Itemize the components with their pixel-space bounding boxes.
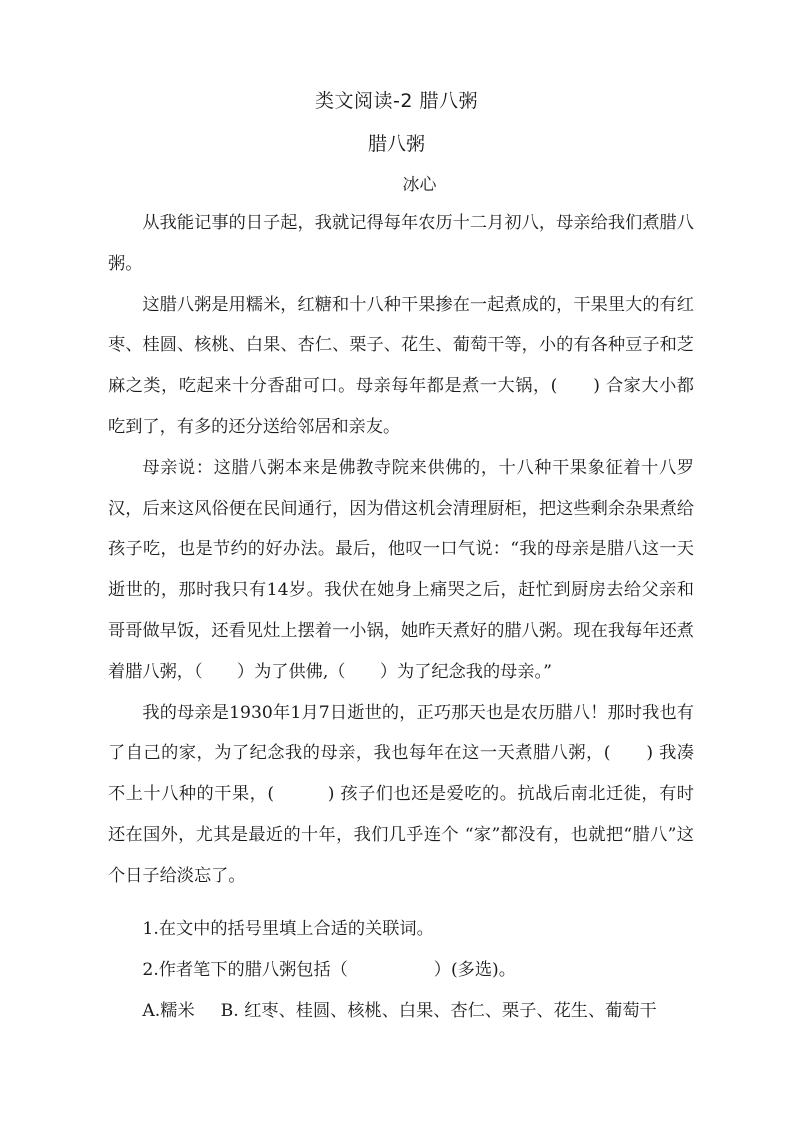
- document-title: 类文阅读-2 腊八粥: [315, 90, 478, 112]
- question-section: [108, 909, 708, 1031]
- article-author: 冰心: [402, 175, 437, 195]
- question-2: 2.作者笔下的腊八粥包括（ ）(多选)。: [142, 959, 516, 980]
- paragraph-4: 我的母亲是1930年1月7日逝世的，正巧那天也是农历腊八！那时我也有了自己的家，为了纪念我的母亲，我也每年在这一天煮腊八粥，( ) 我凑不上十八种的干果，( ) 孩子们也还是爱吃的。抗战后南北迁徙，有时还在国外，尤其是最近的十年，我们几乎连个 “家”都没有，也就把“腊八”这个日子给淡忘了。: [108, 702, 694, 886]
- article-body: [108, 203, 694, 897]
- option-a: A.糯米: [142, 1000, 195, 1021]
- question-1: 1.在文中的括号里填上合适的关联词。: [142, 919, 434, 939]
- option-b: B. 红枣、桂圆、核桃、白果、杏仁、栗子、花生、葡萄干: [220, 1000, 657, 1021]
- question-2-options: [108, 991, 708, 1032]
- paragraph-1: 从我能记事的日子起，我就记得每年农历十二月初八，母亲给我们煮腊八粥。: [108, 213, 694, 274]
- article-title: 腊八粥: [367, 133, 425, 155]
- paragraph-3: 母亲说：这腊八粥本来是佛教寺院来供佛的，十八种干果象征着十八罗汉，后来这风俗便在民间通行，因为借这机会清理厨柜，把这些剩余杂果煮给孩子吃，也是节约的好办法。最后，他叹一口气说：“我的母亲是腊八这一天逝世的，那时我只有14岁。我伏在她身上痛哭之后，赶忙到厨房去给父亲和哥哥做早饭，还看见灶上摆着一小锅，她昨天煮好的腊八粥。现在我每年还煮着腊八粥，（ ）为了供佛,（ ）为了纪念我的母亲。”: [108, 457, 694, 682]
- paragraph-2: 这腊八粥是用糯米，红糖和十八种干果掺在一起煮成的，干果里大的有红枣、桂圆、核桃、白果、杏仁、栗子、花生、葡萄干等，小的有各种豆子和芝麻之类，吃起来十分香甜可口。母亲每年都是煮一大锅，( ) 合家大小都吃到了，有多的还分送给邻居和亲友。: [108, 294, 694, 437]
